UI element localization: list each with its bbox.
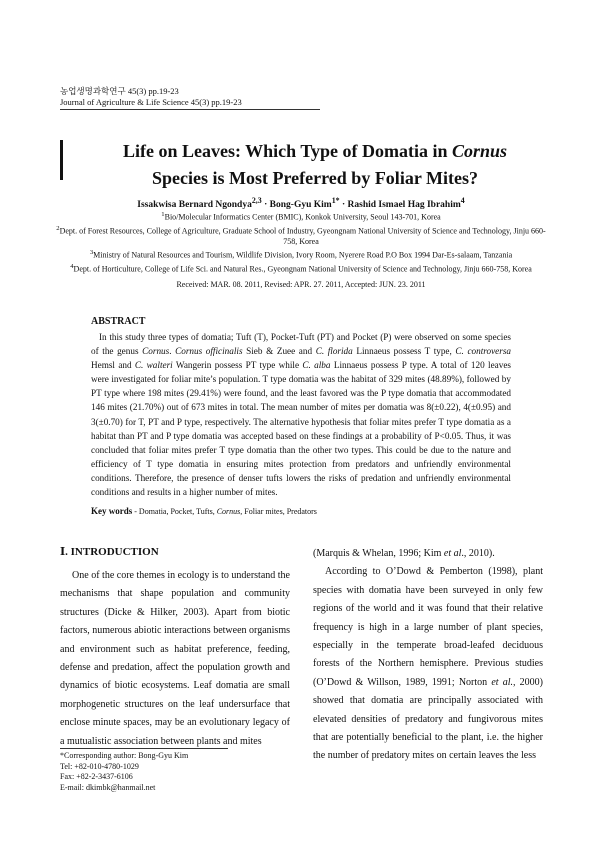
affiliation-text: Ministry of Natural Resources and Tourism, Wildlife Division, Ivory Room, Nyerere Road P.O Box 1994 Dar-Es-salaam, Tanzania [93,250,513,260]
keywords-label: Key words [91,506,133,516]
footnote-fax: Fax: +82-2-3437-6106 [60,772,133,781]
title-line-2: Species is Most Preferred by Foliar Mites? [152,168,478,188]
abstract-text: Wangerin possess PT type while [172,360,303,371]
running-head [60,86,320,110]
abstract-text: Hemsl and [91,360,135,371]
author-2-affil: 1* [331,196,340,205]
running-head-english: Journal of Agriculture & Life Science 45(3) pp.19-23 [60,97,320,110]
keywords-text: , Foliar mites, Predators [240,507,317,516]
author-1: Issakwisa Bernard Ngondya [137,200,252,211]
title-line-1-text: Life on Leaves: Which Type of Domatia in [122,141,452,161]
affiliation-2 [56,223,546,248]
abstract-heading: ABSTRACT [91,316,146,327]
affiliation-text: Bio/Molecular Informatics Center (BMIC), Konkok University, Seoul 143-701, Korea [164,212,441,222]
abstract-italic: Cornus [142,346,170,357]
footnote-email: E-mail: dkimbk@hanmail.net [60,782,156,792]
paper-title [70,138,560,192]
intro-paragraph-1: One of the core themes in ecology is to understand the mechanisms that shape population and community structures (Dicke & Hilker, 2003). Apart from biotic factors, numerous abiotic interactions between organisms and environment such as habitat preference, feeding, defense and predation, affect the population growth and dynamics of biotic ecosystems. Leaf domatia are small morphogenetic structures on the leaf undersurface that enclose minute spaces, may be an evolutionary legacy of a mutualistic association between plants and mites [60,570,290,747]
abstract-text: . [169,346,176,357]
keywords [91,506,511,516]
intro-text: ., 2010). [461,548,495,559]
running-head-korean: 농업생명과학연구 45(3) pp.19-23 [60,86,179,96]
title-line-1 [70,138,560,165]
affiliation-3 [56,247,546,261]
author-2: Bong-Gyu Kim [269,200,332,211]
abstract-body [91,330,511,499]
title-side-bar [60,140,63,180]
intro-paragraph-1-continued [313,545,543,563]
intro-paragraph-2 [313,563,543,765]
abstract-italic: C. walteri [134,360,173,371]
keywords-italic: Cornus [216,507,241,516]
author-1-affil: 2,3 [251,196,262,205]
corresponding-author: *Corresponding author: Bong-Gyu Kim [60,751,189,760]
affiliation-marker: 2 [56,224,60,232]
affiliation-1 [56,209,546,223]
footnote-rule [60,748,228,749]
abstract-italic: C. alba [302,360,331,371]
abstract-text: Linnaeus possess P type. A total of 120 leaves were investigated for foliar mite’s population. T type domatia was the habitat of 329 mites (48.89%), followed by PT type where 198 mites (29.41%) were found, and the least favored was the P type domatia that accommodated 146 mites (21.70%) out of 673 mites in total. The mean number of mites per domatia was 8(±0.22), 4(±0.95) and 3(±0.70) for T, PT and P type, respectively. The alternative hypothesis that foliar mites prefer T type domatia as a habitat than PT and P type domatia was accepted based on these findings at a probability of P<0.05. Thus, it was concluded that foliar mites prefer T type domatia than the other two types. This could be due to the nature and efficiency of T type domatia in ensuring mites protection from predators and unfriendly environmental conditions. Therefore, the presence of denser tufts lowers the risks of predation and unfriendly environmental conditions and results in a higher number of mites. [91,360,511,498]
author-separator: · [339,200,348,211]
keywords-text: - Domatia, Pocket, Tufts, [132,507,217,516]
column-right [313,545,543,766]
title-genus: Cornus [451,141,508,161]
footnote-tel: Tel: +82-010-4780-1029 [60,761,139,771]
intro-italic: et al., [491,676,516,688]
affiliation-text: Dept. of Horticulture, College of Life Sci. and Natural Res., Gyeongnam National University of Science and Technology, Jinju 660-758, Korea [73,264,532,274]
affiliation-marker: 1 [161,211,165,218]
abstract-text: Linnaeus possess T type, [352,346,456,357]
corresponding-footnote [60,748,542,793]
abstract-italic: Cornus officinalis [175,346,243,357]
affiliation-4 [56,261,546,275]
intro-text: (Marquis & Whelan, 1996; Kim [313,548,444,559]
abstract-italic: C. florida [315,346,353,357]
abstract-italic: C. controversa [455,346,512,357]
received-dates: Received: MAR. 08. 2011, Revised: APR. 27. 2011, Accepted: JUN. 23. 2011 [176,280,426,289]
abstract-text: In this study three types of domatia; Tuft (T), Pocket-Tuft (PT) and Pocket (P) were observed on some species of the genus [91,332,511,357]
affiliation-text: Dept. of Forest Resources, College of Agriculture, Graduate School of Industry, Gyeongnam National University of Science and Technology, Jinju 660-758, Korea [59,226,546,247]
affiliation-marker: 4 [70,262,74,270]
author-3: Rashid Ismael Hag Ibrahim [347,200,461,211]
intro-text: According to O’Dowd & Pemberton (1998), plant species with domatia have been surveyed in only few regions of the world and it was found that their relative frequency is high in a large number of plant species, especially in the temperate broad-leafed deciduous forests of the Northern hemisphere. Previous studies (O’Dowd & Willson, 1989, 1991; Norton [313,566,543,688]
column-left [60,545,290,751]
abstract-text: Sieb & Zuee and [242,346,316,357]
author-3-affil: 4 [460,196,465,205]
affiliations [56,209,546,275]
intro-italic: et al [443,548,462,559]
section-heading-introduction: Ⅰ. INTRODUCTION [60,546,159,558]
affiliation-marker: 3 [89,249,94,257]
author-separator: · [261,200,270,211]
intro-text: 2000) showed that domatia are principally associated with elevated densities of predatory and fungivorous mites that are potentially beneficial to the plant, i.e. the higher the number of predatory mites on certain leaves the less [313,676,543,762]
